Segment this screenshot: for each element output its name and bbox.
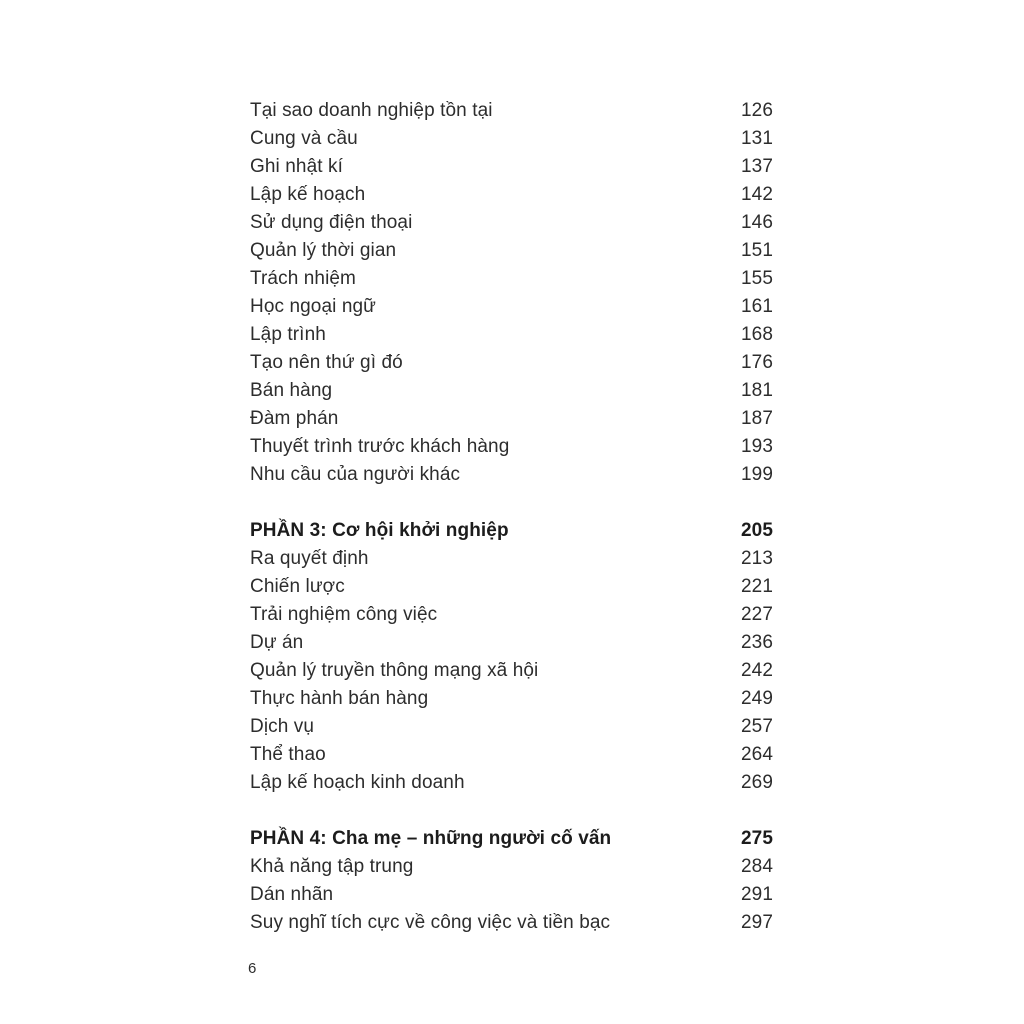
toc-entry-page-number: 291 xyxy=(740,884,773,905)
toc-entry-page-number: 155 xyxy=(740,268,773,289)
toc-entry xyxy=(250,125,773,153)
toc-entry-page-number: 187 xyxy=(740,408,773,429)
footer-page-number: 6 xyxy=(248,960,257,977)
toc-entry-page-number: 242 xyxy=(740,660,773,681)
toc-entry-title: Chiến lược xyxy=(250,576,345,597)
toc-entry-page-number: 126 xyxy=(740,100,773,121)
toc-entry xyxy=(250,181,773,209)
toc-entry-title: Đàm phán xyxy=(250,408,339,429)
toc-entry-page-number: 297 xyxy=(740,912,773,933)
toc-entry xyxy=(250,265,773,293)
toc-section-header xyxy=(250,825,773,853)
toc-entry xyxy=(250,573,773,601)
toc-entry-page-number: 146 xyxy=(740,212,773,233)
toc-entry-page-number: 131 xyxy=(740,128,773,149)
toc-entry-title: Quản lý truyền thông mạng xã hội xyxy=(250,660,539,681)
toc-entry xyxy=(250,433,773,461)
toc-section-title: PHẦN 4: Cha mẹ – những người cố vấn xyxy=(250,828,612,849)
toc-entry-title: Tạo nên thứ gì đó xyxy=(250,352,403,373)
toc-entry xyxy=(250,405,773,433)
toc-entry-page-number: 176 xyxy=(740,352,773,373)
toc-entry xyxy=(250,461,773,489)
toc-entry-title: Nhu cầu của người khác xyxy=(250,464,461,485)
toc-entry-title: Ra quyết định xyxy=(250,548,369,569)
toc-entry-page-number: 284 xyxy=(740,856,773,877)
toc-entry-page-number: 137 xyxy=(740,156,773,177)
toc-entry-title: Lập trình xyxy=(250,324,326,345)
toc-entry xyxy=(250,237,773,265)
toc-entry-title: Khả năng tập trung xyxy=(250,856,414,877)
toc-entry-page-number: 257 xyxy=(740,716,773,737)
toc-entry-page-number: 269 xyxy=(740,772,773,793)
toc-entry-page-number: 193 xyxy=(740,436,773,457)
toc-entry xyxy=(250,601,773,629)
toc-entry-title: Sử dụng điện thoại xyxy=(250,212,413,233)
toc-entry xyxy=(250,377,773,405)
toc-entry xyxy=(250,293,773,321)
toc-entry xyxy=(250,349,773,377)
toc-entry-title: Học ngoại ngữ xyxy=(250,296,376,317)
toc-entry xyxy=(250,741,773,769)
toc-entry-title: Dịch vụ xyxy=(250,716,315,737)
toc-entry xyxy=(250,209,773,237)
toc-entry xyxy=(250,769,773,797)
toc-entry-title: Tại sao doanh nghiệp tồn tại xyxy=(250,100,493,121)
toc-entry-page-number: 168 xyxy=(740,324,773,345)
toc-entry-title: Trải nghiệm công việc xyxy=(250,604,438,625)
toc-entry-title: Dự án xyxy=(250,632,304,653)
toc-entry-page-number: 221 xyxy=(740,576,773,597)
toc-entry-title: Dán nhãn xyxy=(250,884,334,905)
toc-entry xyxy=(250,713,773,741)
toc-entry xyxy=(250,909,773,937)
toc-entry-title: Cung và cầu xyxy=(250,128,358,149)
toc-entry xyxy=(250,321,773,349)
toc-entry-page-number: 161 xyxy=(740,296,773,317)
toc-entry-title: Lập kế hoạch kinh doanh xyxy=(250,772,465,793)
toc-section xyxy=(250,97,773,489)
table-of-contents xyxy=(250,97,773,937)
toc-entry xyxy=(250,545,773,573)
toc-section xyxy=(250,517,773,797)
toc-entry xyxy=(250,881,773,909)
toc-entry-page-number: 181 xyxy=(740,380,773,401)
toc-entry xyxy=(250,97,773,125)
toc-entry-title: Bán hàng xyxy=(250,380,333,401)
toc-entry xyxy=(250,153,773,181)
toc-section-page-number: 275 xyxy=(740,828,773,849)
toc-entry-title: Trách nhiệm xyxy=(250,268,356,289)
toc-entry xyxy=(250,853,773,881)
toc-entry xyxy=(250,657,773,685)
toc-entry xyxy=(250,629,773,657)
toc-entry-page-number: 213 xyxy=(740,548,773,569)
toc-section-title: PHẦN 3: Cơ hội khởi nghiệp xyxy=(250,520,509,541)
toc-section xyxy=(250,825,773,937)
toc-entry xyxy=(250,685,773,713)
toc-section-header xyxy=(250,517,773,545)
toc-entry-page-number: 227 xyxy=(740,604,773,625)
toc-entry-title: Suy nghĩ tích cực về công việc và tiền bạc xyxy=(250,912,611,933)
toc-entry-page-number: 199 xyxy=(740,464,773,485)
toc-entry-title: Thể thao xyxy=(250,744,326,765)
toc-entry-page-number: 236 xyxy=(740,632,773,653)
toc-entry-page-number: 249 xyxy=(740,688,773,709)
toc-entry-page-number: 264 xyxy=(740,744,773,765)
toc-entry-title: Ghi nhật kí xyxy=(250,156,343,177)
toc-entry-page-number: 151 xyxy=(740,240,773,261)
toc-entry-title: Quản lý thời gian xyxy=(250,240,397,261)
toc-section-page-number: 205 xyxy=(740,520,773,541)
toc-entry-title: Lập kế hoạch xyxy=(250,184,366,205)
toc-entry-page-number: 142 xyxy=(740,184,773,205)
toc-entry-title: Thực hành bán hàng xyxy=(250,688,429,709)
toc-entry-title: Thuyết trình trước khách hàng xyxy=(250,436,510,457)
